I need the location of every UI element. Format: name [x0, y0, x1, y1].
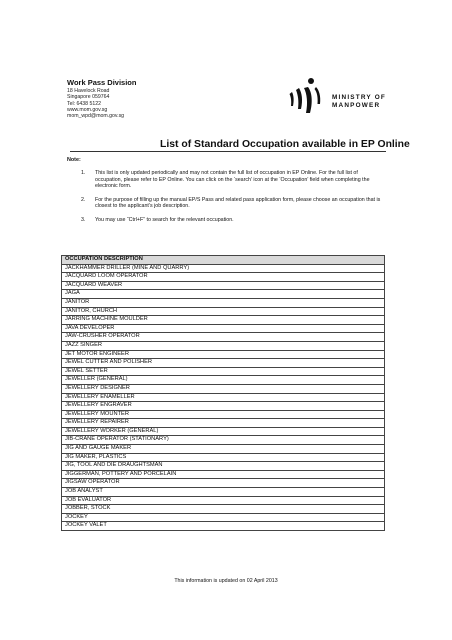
- table-row: [62, 290, 385, 299]
- note-text: This list is only updated periodically and may not contain the full list of occupation in EP Online. For the full list of occupation, please refer to EP Online. You can click on the ‘search’ icon at the ‘Occupation’ field when completing the electronic form.: [95, 170, 370, 190]
- address-line: Singapore 059764: [67, 94, 110, 101]
- address-line: www.mom.gov.sg: [67, 106, 108, 113]
- occupation-cell: JAZZ SINGER: [62, 341, 385, 350]
- table-row: [62, 470, 385, 479]
- occupation-cell: JEWEL CUTTER AND POLISHER: [62, 359, 385, 368]
- address-line: Tel: 6438 5122: [67, 100, 102, 107]
- occupation-cell: JOBBER, STOCK: [62, 505, 385, 514]
- address-line: mom_wpd@mom.gov.sg: [67, 113, 125, 120]
- address-line: 18 Havelock Road: [67, 88, 110, 94]
- occupation-cell: JIGGERMAN, POTTERY AND PORCELAIN: [62, 470, 385, 479]
- occupation-cell: JANITOR: [62, 298, 385, 307]
- logo-wordmark: [332, 94, 386, 110]
- table-row: [62, 402, 385, 411]
- table-row: [62, 316, 385, 325]
- table-row: [62, 462, 385, 471]
- table-row: [62, 453, 385, 462]
- table-row: [62, 479, 385, 488]
- table-row: [62, 522, 385, 531]
- occupation-cell: JIG AND GAUGE MAKER: [62, 445, 385, 454]
- note-number: 1.: [81, 170, 86, 176]
- table-row: [62, 436, 385, 445]
- table-row: [62, 273, 385, 282]
- occupation-cell: JIB-CRANE OPERATOR (STATIONARY): [62, 436, 385, 445]
- occupation-cell: JIG MAKER, PLASTICS: [62, 453, 385, 462]
- column-header: OCCUPATION DESCRIPTION: [62, 256, 385, 265]
- occupation-cell: JAW-CRUSHER OPERATOR: [62, 333, 385, 342]
- occupation-cell: JEWEL SETTER: [62, 367, 385, 376]
- table-row: [62, 488, 385, 497]
- table-row: [62, 341, 385, 350]
- table-row: [62, 264, 385, 273]
- table-row: [62, 445, 385, 454]
- table-row: [62, 359, 385, 368]
- occupation-cell: JOCKEY VALET: [62, 522, 385, 531]
- occupation-cell: JACQUARD WEAVER: [62, 281, 385, 290]
- occupation-cell: JEWELLER (GENERAL): [62, 376, 385, 385]
- occupation-cell: JANITOR, CHURCH: [62, 307, 385, 316]
- note-item: [81, 217, 386, 224]
- occupation-cell: JIG, TOOL AND DIE DRAUGHTSMAN: [62, 462, 385, 471]
- notes-list: [81, 170, 386, 231]
- table-row: [62, 513, 385, 522]
- title-divider: [70, 151, 386, 152]
- table-row: [62, 281, 385, 290]
- occupation-cell: JAVA DEVELOPER: [62, 324, 385, 333]
- note-item: [81, 197, 386, 210]
- table-row: [62, 427, 385, 436]
- occupation-cell: JEWELLERY REPAIRER: [62, 419, 385, 428]
- table-row: [62, 376, 385, 385]
- logo-line-2: MANPOWER: [332, 102, 381, 109]
- occupation-cell: JOB ANALYST: [62, 488, 385, 497]
- table-row: [62, 410, 385, 419]
- occupation-cell: JAGA: [62, 290, 385, 299]
- note-number: 2.: [81, 196, 86, 203]
- occupation-cell: JEWELLERY ENGRAVER: [62, 402, 385, 411]
- occupation-cell: JOCKEY: [62, 513, 385, 522]
- table-row: [62, 324, 385, 333]
- ministry-of-manpower-emblem-icon: [286, 76, 330, 116]
- table-row: [62, 384, 385, 393]
- table-row: [62, 350, 385, 359]
- occupation-cell: JARRING MACHINE MOULDER: [62, 316, 385, 325]
- occupation-table: [61, 255, 385, 531]
- ministry-logo: [286, 76, 426, 116]
- occupation-cell: JEWELLERY WORKER (GENERAL): [62, 427, 385, 436]
- occupation-cell: JET MOTOR ENGINEER: [62, 350, 385, 359]
- occupation-cell: JOB EVALUATOR: [62, 496, 385, 505]
- note-text: For the purpose of filling up the manual EP/S Pass and related pass application form, please choose an occupation that is closest to the applicant’s job description.: [95, 196, 381, 210]
- table-row: [62, 505, 385, 514]
- page-title: List of Standard Occupation available in EP Online: [160, 139, 410, 150]
- occupation-cell: JIGSAW OPERATOR: [62, 479, 385, 488]
- division-name: Work Pass Division: [67, 78, 137, 87]
- logo-line-1: MINISTRY OF: [332, 94, 387, 101]
- table-row: [62, 367, 385, 376]
- table-row: [62, 333, 385, 342]
- occupation-cell: JEWELLERY DESIGNER: [62, 384, 385, 393]
- note-item: [81, 170, 386, 190]
- table-row: [62, 393, 385, 402]
- occupation-cell: JACKHAMMER DRILLER (MINE AND QUARRY): [62, 264, 385, 273]
- note-label: Note:: [67, 157, 81, 163]
- table-header-row: [62, 256, 385, 265]
- page-footer: This information is updated on 02 April 2013: [174, 578, 278, 584]
- note-number: 3.: [81, 216, 86, 223]
- occupation-cell: JEWELLERY ENAMELLER: [62, 393, 385, 402]
- table-row: [62, 419, 385, 428]
- note-text: You may use “Ctrl+F” to search for the relevant occupation.: [95, 216, 234, 223]
- occupation-cell: JACQUARD LOOM OPERATOR: [62, 273, 385, 282]
- address-block: [67, 88, 124, 119]
- table-row: [62, 496, 385, 505]
- table-row: [62, 307, 385, 316]
- occupation-cell: JEWELLERY MOUNTER: [62, 410, 385, 419]
- table-row: [62, 298, 385, 307]
